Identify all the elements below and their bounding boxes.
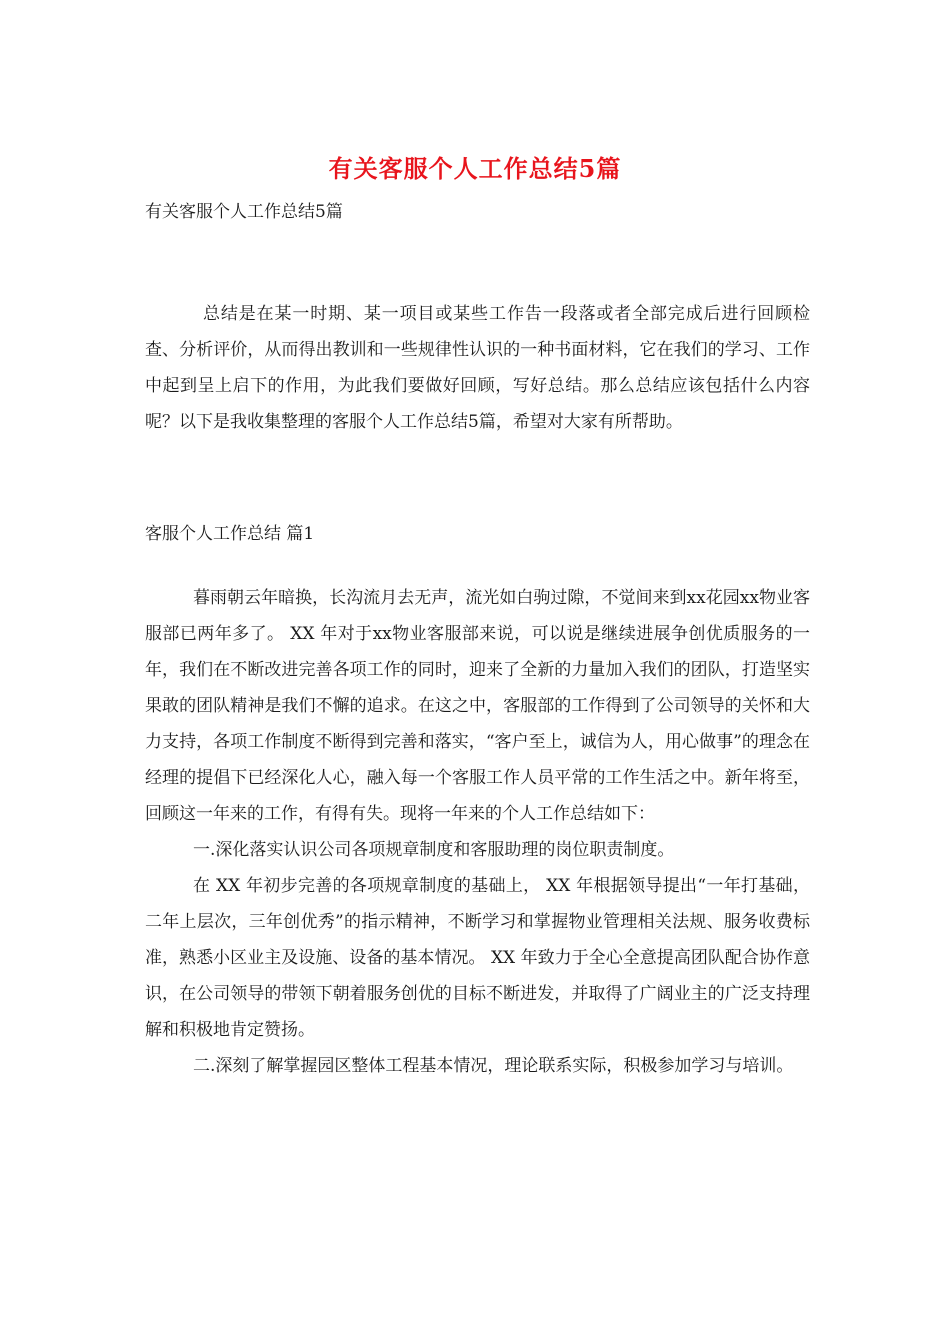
document-title: 有关客服个人工作总结5篇	[328, 154, 622, 183]
intro-paragraph: 总结是在某一时期、某一项目或某些工作告一段落或者全部完成后进行回顾检查、分析评价，从而得出教训和一些规律性认识的一种书面材料，它在我们的学习、工作中起到呈上启下的作用，为此我们要做好回顾，写好总结。那么总结应该包括什么内容呢？以下是我收集整理的客服个人工作总结5篇，希望对大家有所帮助。	[145, 304, 810, 432]
body-paragraph-2: 一.深化落实认识公司各项规章制度和客服助理的岗位职责制度。	[193, 840, 675, 860]
body-paragraph-4: 二.深刻了解掌握园区整体工程基本情况，理论联系实际，积极参加学习与培训。	[193, 1056, 794, 1076]
main-section	[145, 580, 810, 1084]
section-heading: 客服个人工作总结 篇1	[145, 524, 315, 544]
document-subtitle: 有关客服个人工作总结5篇	[145, 202, 343, 222]
body-paragraph-3: 在 XX 年初步完善的各项规章制度的基础上， XX 年根据领导提出“一年打基础，二年上层次，三年创优秀”的指示精神，不断学习和掌握物业管理相关法规、服务收费标准，熟悉小区业主及设施、设备的基本情况。 XX 年致力于全心全意提高团队配合协作意识，在公司领导的带领下朝着服务创优的目标不断进发，并取得了广阔业主的广泛支持理解和积极地肯定赞扬。	[145, 876, 810, 1040]
intro-section	[145, 296, 810, 440]
body-paragraph-1: 暮雨朝云年暗换，长沟流月去无声，流光如白驹过隙，不觉间来到xx花园xx物业客服部已两年多了。 XX 年对于xx物业客服部来说，可以说是继续进展争创优质服务的一年，我们在不断改进完善各项工作的同时，迎来了全新的力量加入我们的团队，打造坚实果敢的团队精神是我们不懈的追求。在这之中，客服部的工作得到了公司领导的关怀和大力支持，各项工作制度不断得到完善和落实，“客户至上，诚信为人，用心做事”的理念在经理的提倡下已经深化人心，融入每一个客服工作人员平常的工作生活之中。新年将至，回顾这一年来的工作，有得有失。现将一年来的个人工作总结如下：	[145, 588, 810, 824]
